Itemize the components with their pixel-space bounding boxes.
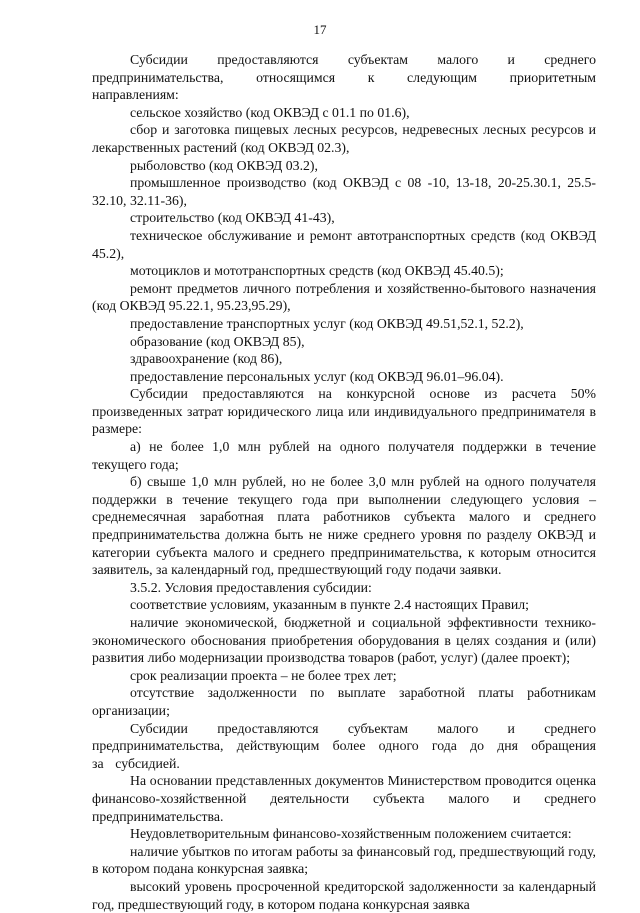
paragraph-competitive-basis: Субсидии предоставляются на конкурсной основе из расчета 50% произведенных затрат юридического лица или индивидуального предпринимателя в размере: <box>92 386 596 437</box>
paragraph-item-b: б) свыше 1,0 млн рублей, но не более 3,0 млн рублей на одного получателя поддержки в течение текущего года при выполнении следующего условия – среднемесячная заработная плата работников субъекта малого и среднего предпринимательства должна быть не ниже среднего уровня по разделу ОКВЭД и категории субъекта малого и среднего предпринимательства, к которым относится заявитель, за календарный год, предшествующий году подачи заявки. <box>92 474 596 578</box>
paragraph-unsatisfactory: Неудовлетворительным финансово-хозяйственным положением считается: <box>130 826 572 842</box>
paragraph-overdue-debt: высокий уровень просроченной кредиторской задолженности за календарный год, предшествующий году, в котором подана конкурсная заявка <box>92 878 596 912</box>
paragraph-education: образование (код ОКВЭД 85), <box>130 333 305 349</box>
paragraph-condition-no-debt: отсутствие задолженности по выплате заработной платы работникам организации; <box>92 685 596 718</box>
paragraph-condition-compliance: соответствие условиям, указанным в пункте 2.4 настоящих Правил; <box>130 597 529 613</box>
section-heading-3-5-2: 3.5.2. Условия предоставления субсидии: <box>130 579 372 595</box>
document-body <box>92 51 596 913</box>
paragraph-motorcycles: мотоциклов и мототранспортных средств (код ОКВЭД 45.40.5); <box>130 263 504 279</box>
paragraph-losses: наличие убытков по итогам работы за финансовый год, предшествующий году, в котором подана конкурсная заявка; <box>92 843 596 877</box>
paragraph-item-a: а) не более 1,0 млн рублей на одного получателя поддержки в течение текущего года; <box>92 439 596 472</box>
paragraph-construction: строительство (код ОКВЭД 41-43), <box>130 210 335 226</box>
paragraph-agriculture: сельское хозяйство (код ОКВЭД с 01.1 по 01.6), <box>130 104 410 120</box>
paragraph-operating-year: Субсидии предоставляются субъектам малого и среднего предпринимательства, действующим более одного года до дня обращения за субсидией. <box>92 720 596 771</box>
paragraph-forest-resources: сбор и заготовка пищевых лесных ресурсов, недревесных лесных ресурсов и лекарственных растений (код ОКВЭД 02.3), <box>92 122 596 155</box>
paragraph-healthcare: здравоохранение (код 86), <box>130 351 283 367</box>
page-number: 17 <box>313 22 327 37</box>
paragraph-repair: ремонт предметов личного потребления и хозяйственно-бытового назначения (код ОКВЭД 95.22.1, 95.23,95.29), <box>92 280 596 314</box>
paragraph-personal-services: предоставление персональных услуг (код ОКВЭД 96.01–96.04). <box>130 368 504 384</box>
paragraph-industry: промышленное производство (код ОКВЭД с 08 -10, 13-18, 20-25.30.1, 25.5-32.10, 32.11-36), <box>92 175 596 208</box>
paragraph-ministry-assessment: На основании представленных документов Министерством проводится оценка финансово-хозяйственной деятельности субъекта малого и среднего предпринимательства. <box>92 773 596 824</box>
paragraph-condition-term: срок реализации проекта – не более трех лет; <box>130 667 397 683</box>
paragraph-subsidies-intro: Субсидии предоставляются субъектам малого и среднего предпринимательства, относящимся к следующим приоритетным направлениям: <box>92 52 596 103</box>
paragraph-transport: предоставление транспортных услуг (код ОКВЭД 49.51,52.1, 52.2), <box>130 315 524 331</box>
paragraph-condition-efficiency: наличие экономической, бюджетной и социальной эффективности технико-экономического обоснования приобретения оборудования в целях создания и (или) развития либо модернизации производства товаров (работ, услуг) (далее проект); <box>92 615 596 666</box>
paragraph-vehicle-service: техническое обслуживание и ремонт автотранспортных средств (код ОКВЭД 45.2), <box>92 227 596 261</box>
paragraph-fishing: рыболовство (код ОКВЭД 03.2), <box>130 157 318 173</box>
